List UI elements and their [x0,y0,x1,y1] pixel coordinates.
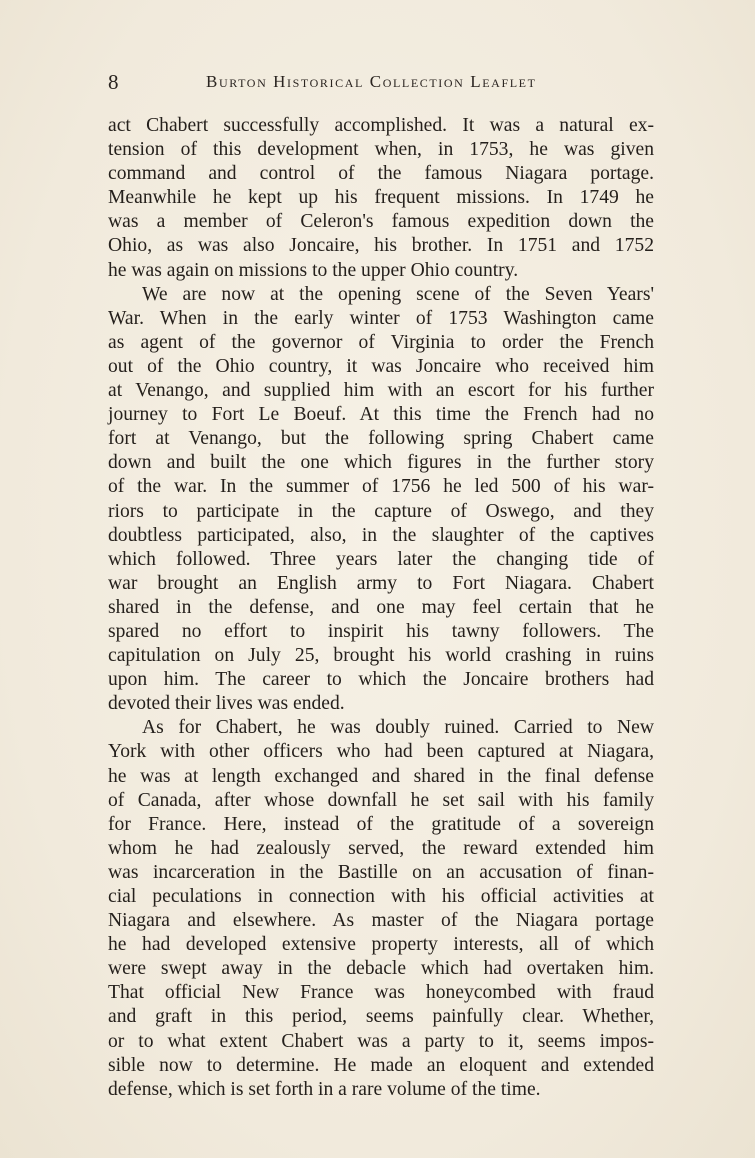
text-line: War. When in the early winter of 1753 Washington came [108,307,654,329]
text-line: As for Chabert, he was doubly ruined. Carried to New [142,717,654,739]
text-line: was a member of Celeron's famous expedition down the [108,211,654,233]
text-line: he was at length exchanged and shared in the final defense [108,765,654,787]
text-line: he had developed extensive property interests, all of which [108,934,654,956]
text-line: upon him. The career to which the Joncaire brothers had [108,669,654,691]
text-line: doubtless participated, also, in the slaughter of the captives [108,524,654,546]
running-header [108,70,653,100]
text-line: as agent of the governor of Virginia to order the French [108,331,654,353]
text-line: or to what extent Chabert was a party to it, seems impos- [108,1030,654,1052]
body-text [108,114,654,1102]
text-line: war brought an English army to Fort Niagara. Chabert [108,572,654,594]
text-line: Ohio, as was also Joncaire, his brother. In 1751 and 1752 [108,235,654,257]
text-line: cial peculations in connection with his official activities at [108,886,654,907]
paragraph [108,114,654,283]
text-line: Meanwhile he kept up his frequent missions. In 1749 he [108,187,654,209]
text-line: shared in the defense, and one may feel certain that he [108,596,654,618]
text-line: for France. Here, instead of the gratitude of a sovereign [108,813,654,835]
page-number: 8 [108,70,119,94]
text-line: spared no effort to inspirit his tawny followers. The [108,620,654,642]
text-line: were swept away in the debacle which had overtaken him. [108,958,654,980]
text-line: of the war. In the summer of 1756 he led 500 of his war- [108,476,654,498]
paragraph [108,283,654,717]
running-title: Burton Historical Collection Leaflet [206,72,537,91]
text-line: he was again on missions to the upper Ohio country. [108,259,519,281]
text-line: That official New France was honeycombed with fraud [108,982,654,1004]
paragraph [108,716,654,1102]
text-line: out of the Ohio country, it was Joncaire who received him [108,355,654,377]
text-line: devoted their lives was ended. [108,693,345,715]
text-line: at Venango, and supplied him with an escort for his further [108,380,654,402]
text-line: We are now at the opening scene of the Seven Years' [142,283,654,305]
text-line: tension of this development when, in 1753, he was given [108,139,654,161]
text-line: which followed. Three years later the changing tide of [108,548,654,570]
text-line: riors to participate in the capture of Oswego, and they [108,500,654,522]
text-line: and graft in this period, seems painfully clear. Whether, [108,1006,654,1028]
text-line: fort at Venango, but the following spring Chabert came [108,428,654,450]
text-line: sible now to determine. He made an eloquent and extended [108,1054,654,1076]
text-line: Niagara and elsewhere. As master of the Niagara portage [108,910,654,932]
text-line: of Canada, after whose downfall he set sail with his family [108,789,654,811]
text-line: command and control of the famous Niagara portage. [108,163,654,185]
text-line: act Chabert successfully accomplished. It was a natural ex- [108,115,654,136]
text-line: was incarceration in the Bastille on an accusation of finan- [108,861,654,883]
text-line: defense, which is set forth in a rare volume of the time. [108,1078,541,1100]
text-line: York with other officers who had been captured at Niagara, [108,741,654,763]
text-line: journey to Fort Le Boeuf. At this time the French had no [108,404,654,426]
text-line: whom he had zealously served, the reward extended him [108,837,654,859]
text-line: capitulation on July 25, brought his world crashing in ruins [108,645,654,667]
text-line: down and built the one which figures in the further story [108,452,654,474]
